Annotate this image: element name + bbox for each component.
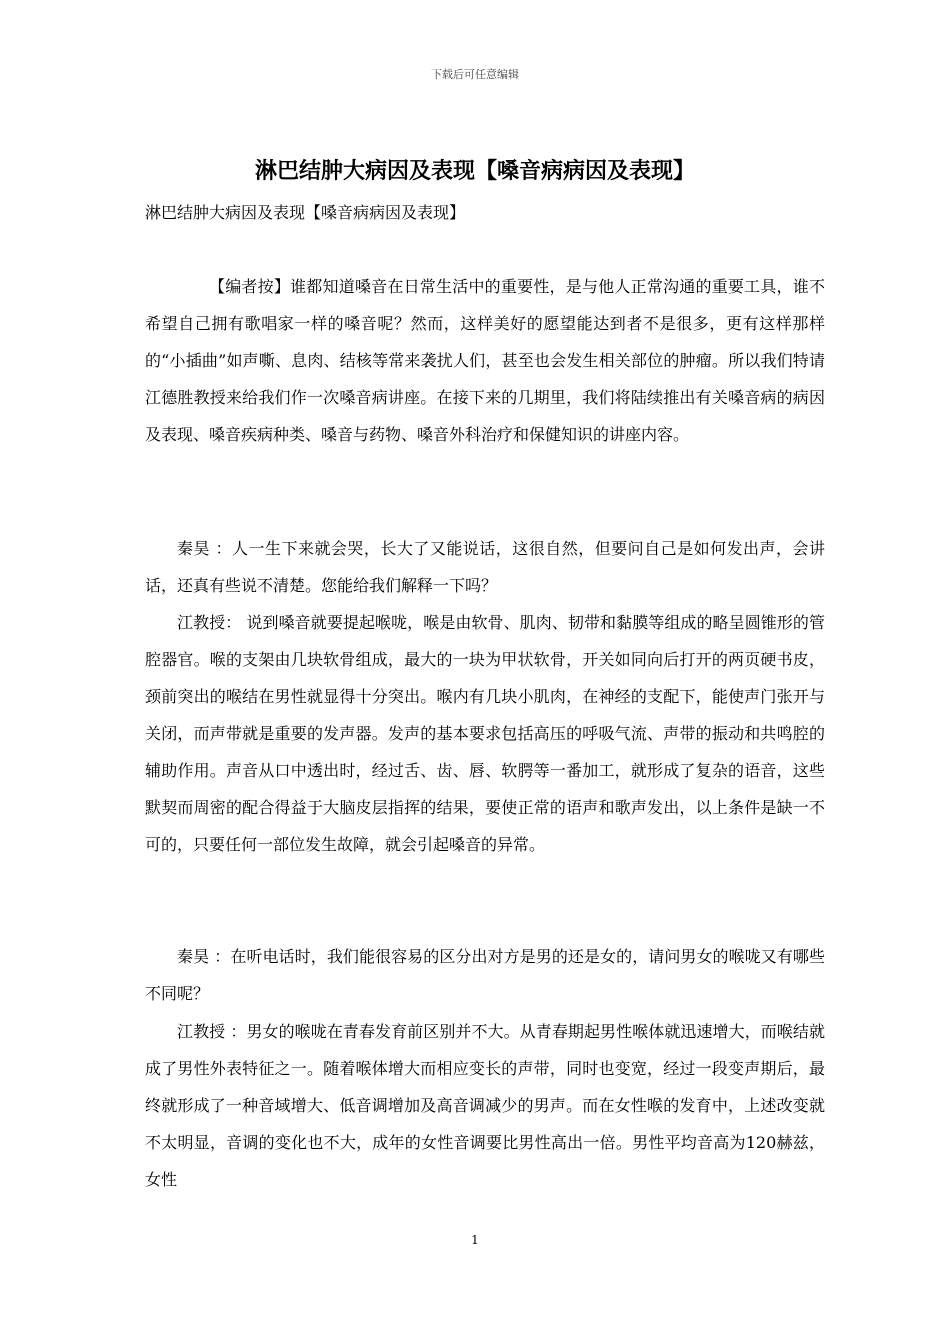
document-subtitle: 淋巴结肿大病因及表现【嗓音病病因及表现】	[145, 203, 466, 222]
body-paragraph: 江教授： 说到嗓音就要提起喉咙，喉是由软骨、肌肉、韧带和黏膜等组成的略呈圆锥形的管腔器官。喉的支架由几块软骨组成，最大的一块为甲状软骨，开关如同向后打开的两页硬书皮，颈前突出的喉结在男性就显得十分突出。喉内有几块小肌肉，在神经的支配下，能使声门张开与关闭，而声带就是重要的发声器。发声的基本要求包括高压的呼吸气流、声带的振动和共鸣腔的辅助作用。声音从口中透出时，经过舌、齿、唇、软腭等一番加工，就形成了复杂的语音，这些默契而周密的配合得益于大脑皮层指挥的结果，要使正常的语声和歌声发出，以上条件是缺一不可的，只要任何一部位发生故障，就会引起嗓音的异常。	[145, 613, 825, 854]
editor-note-paragraph: 【编者按】谁都知道嗓音在日常生活中的重要性，是与他人正常沟通的重要工具，谁不希望自己拥有歌唱家一样的嗓音呢？然而，这样美好的愿望能达到者不是很多，更有这样那样的“小插曲”如声嘶、息肉、结核等常来袭扰人们，甚至也会发生相关部位的肿瘤。所以我们特请江德胜教授来给我们作一次嗓音病讲座。在接下来的几期里，我们将陆续推出有关嗓音病的病因及表现、嗓音疾病种类、嗓音与药物、嗓音外科治疗和保健知识的讲座内容。	[145, 277, 825, 444]
body-paragraph: 江教授 ：男女的喉咙在青春发育前区别并不大。从青春期起男性喉体就迅速增大，而喉结就成了男性外表特征之一。随着喉体增大而相应变长的声带，同时也变宽，经过一段变声期后，最终就形成了一种音域增大、低音调增加及高音调减少的男声。而在女性喉的发育中，上述改变就不太明显，音调的变化也不大，成年的女性音调要比男性高出一倍。男性平均音高为120赫兹，女性	[145, 1022, 825, 1189]
body-paragraph: 秦昊 ：人一生下来就会哭，长大了又能说话，这很自然，但要问自己是如何发出声，会讲话，还真有些说不清楚。您能给我们解释一下吗？	[145, 539, 825, 595]
page-number: 1	[471, 1233, 479, 1247]
page-header-note: 下载后可任意编辑	[431, 68, 519, 81]
body-paragraph: 秦昊 ：在听电话时，我们能很容易的区分出对方是男的还是女的，请问男女的喉咙又有哪些不同呢？	[145, 947, 825, 1003]
document-title: 淋巴结肿大病因及表现【嗓音病病因及表现】	[254, 158, 695, 184]
